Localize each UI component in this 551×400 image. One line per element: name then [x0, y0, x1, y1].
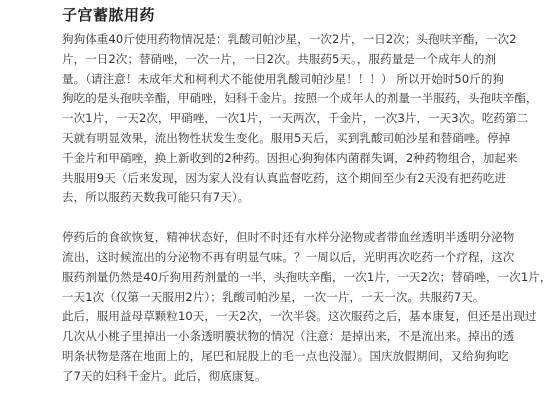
text-line: 千金片和甲硝唑，换上新收到的2种药。因担心狗狗体内菌群失调，2种药物组合，加起来: [62, 150, 518, 165]
text-line: 天就有明显效果，流出物性状发生变化。服用5天后，买到乳酸司帕沙星和替硝唑。停掉: [62, 130, 511, 145]
text-line: 停药后的食欲恢复，精神状态好，但时不时还有水样分泌物或者带血丝透明半透明分泌物: [62, 230, 515, 245]
text-line: 狗吃的是头孢呋辛酯，甲硝唑，妇科千金片。按照一个成年人的剂量一半服药，头孢呋辛酯，: [62, 91, 538, 106]
text-line: 几次从小桃子里掉出一小条透明膜状物的情况（注意：是掉出来，不是流出来。掉出的透: [62, 329, 515, 344]
text-line: 流出，这时候流出的分泌物不再有明显气味。？一周以后，光明再次吃药一个疗程，这次: [62, 249, 515, 264]
text-line: 明条状物是落在地面上的，尾巴和屁股上的毛一点也没湿）。国庆放假期间，又给狗狗吃: [62, 348, 509, 363]
text-line: 此后，服用益母草颗粒10天，一天2次，一次半袋。这次服药之后，基本康复，但还是出现过: [62, 309, 537, 324]
text-line: 服药剂量仍然是40斤狗用药剂量的一半，头孢呋辛酯，一次1片，一天2次；替硝唑，一次1片，: [62, 269, 551, 284]
text-line: 去，所以服药天数我可能只有7天）。: [62, 190, 250, 205]
text-line: 了7天的妇科千金片。此后，彻底康复。: [62, 368, 267, 383]
article-title: 子宫蓄脓用药: [62, 6, 156, 24]
text-line: 一天1次（仅第一天服用2片）；乳酸司帕沙星，一次一片，一天一次。共服药7天。: [62, 289, 485, 304]
text-line: 量。（请注意！未成年犬和柯利犬不能使用乳酸司帕沙星！！！） 所以开始时50斤的狗: [62, 71, 505, 86]
paragraph-medication: [62, 30, 538, 208]
text-line: 片，一日2次；替硝唑，一次一片，一日2次。共服药5天。，服药量是一个成年人的剂: [62, 51, 497, 66]
text-line: 狗狗体重40斤使用药物情况是：乳酸司帕沙星，一次2片，一日2次；头孢呋辛酯，一次2: [62, 32, 517, 46]
text-line: 共服用9天（后来发现，因为家人没有认真监督吃药，这个期间至少有2天没有把药吃进: [62, 170, 507, 185]
paragraph-spacer: [62, 208, 466, 228]
text-line: 一次1片，一天2次，甲硝唑，一次1片，一天两次，千金片，一次3片，一天3次。吃药第二: [62, 111, 529, 126]
paragraph-recovery: [62, 228, 551, 386]
